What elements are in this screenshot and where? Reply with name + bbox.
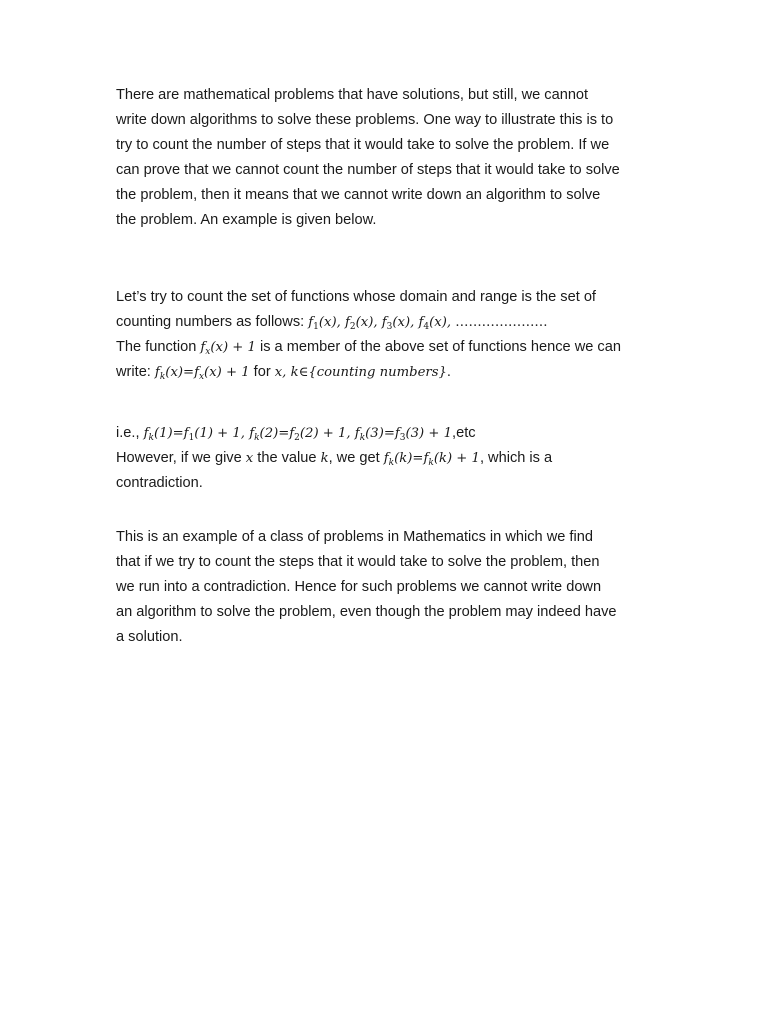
paragraph-functions <box>116 285 661 385</box>
text-line-functions-list <box>116 310 661 335</box>
paragraph-contradiction <box>116 421 661 496</box>
text-line: a solution. <box>116 629 183 645</box>
formula-fk-definition: $f_k(x)=f_x(x) + 1$ <box>154 365 250 382</box>
text-line: we run into a contradiction. Hence for such problems we cannot write down <box>116 579 602 595</box>
text-fragment: write: <box>116 364 155 380</box>
paragraph-intro <box>116 83 661 233</box>
formula-x: x <box>245 451 254 466</box>
formula-examples: $f_k(1)=f_1(1) + 1$, $f_k(2)=f_2(2) + 1$, $f_k(3)=f_3(3) + 1$ <box>143 426 453 443</box>
text-line: contradiction. <box>116 475 203 491</box>
text-fragment: However, if we give <box>116 450 246 466</box>
text-line: This is an example of a class of problems in Mathematics in which we find <box>116 529 593 545</box>
text-line: try to count the number of steps that it would take to solve the problem. If we <box>116 137 610 153</box>
text-fragment: ,etc <box>452 425 476 441</box>
text-fragment: The function <box>116 339 201 355</box>
formula-contradiction: $f_k(k)=f_k(k) + 1$ <box>383 451 480 468</box>
formula-fx-plus-one: $f_x(x) + 1$ <box>200 340 256 357</box>
paragraph-conclusion <box>116 525 661 650</box>
ellipsis-dots: ………………… <box>455 315 548 330</box>
text-fragment: , which is a <box>479 450 553 466</box>
text-line: can prove that we cannot count the number of steps that it would take to solve <box>116 162 620 178</box>
text-line: write down algorithms to solve these problems. One way to illustrate this is to <box>116 112 614 128</box>
text-fragment: i.e., <box>116 425 144 441</box>
text-line: the problem, then it means that we cannot write down an algorithm to solve <box>116 187 601 203</box>
text-line-examples <box>116 421 661 446</box>
formula-k: k <box>320 451 329 466</box>
text-line: Let’s try to count the set of functions whose domain and range is the set of <box>116 289 596 305</box>
text-line: that if we try to count the steps that it would take to solve the problem, then <box>116 554 600 570</box>
formula-function-list: $f_1(x)$, $f_2(x)$, $f_3(x)$, $f_4(x)$, <box>308 315 456 332</box>
text-fragment: . <box>446 364 451 380</box>
text-fragment: , we get <box>328 450 384 466</box>
set-name: counting numbers <box>316 365 439 380</box>
text-line <box>116 360 661 385</box>
text-fragment: for <box>249 364 275 380</box>
text-line <box>116 446 661 471</box>
text-fragment: counting numbers as follows: <box>116 314 309 330</box>
text-line: There are mathematical problems that have solutions, but still, we cannot <box>116 87 589 103</box>
formula-set-membership: x, k∈{counting numbers} <box>274 365 447 380</box>
text-line: an algorithm to solve the problem, even though the problem may indeed have <box>116 604 617 620</box>
text-line: the problem. An example is given below. <box>116 212 377 228</box>
text-line <box>116 335 661 360</box>
text-fragment: the value <box>253 450 321 466</box>
text-fragment: is a member of the above set of functions hence we can <box>255 339 621 355</box>
